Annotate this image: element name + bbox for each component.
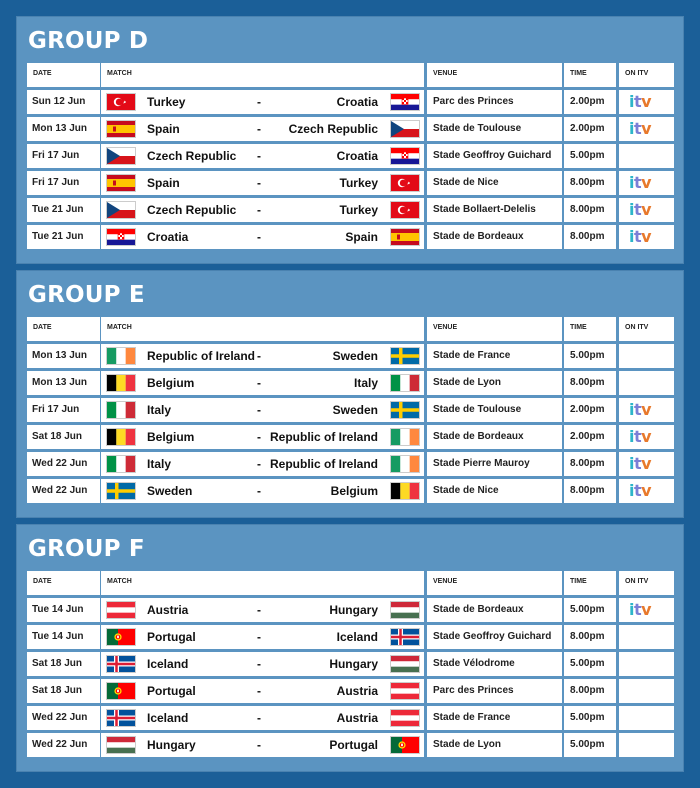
fixture-time: 8.00pm	[564, 371, 616, 395]
fixture-date: Mon 13 Jun	[27, 371, 100, 395]
fixture-match	[101, 90, 424, 114]
itv-logo-icon: itv	[629, 227, 652, 246]
fixture-date: Sat 18 Jun	[27, 652, 100, 676]
fixture-time: 8.00pm	[564, 452, 616, 476]
croatia-flag-icon	[106, 228, 136, 246]
on-itv-cell	[619, 425, 674, 449]
on-itv-cell	[619, 144, 674, 168]
versus-dash: -	[257, 484, 261, 498]
fixture-venue: Stade de Bordeaux	[427, 598, 562, 622]
ireland-flag-icon	[390, 455, 420, 473]
fixture-date: Tue 21 Jun	[27, 225, 100, 249]
ireland-flag-icon	[390, 428, 420, 446]
home-team: Belgium	[147, 430, 195, 444]
home-team: Belgium	[147, 376, 195, 390]
group-panel	[16, 524, 684, 772]
fixture-time: 2.00pm	[564, 425, 616, 449]
fixture-time: 8.00pm	[564, 171, 616, 195]
header-date: DATE	[27, 571, 100, 595]
fixture-date: Sun 12 Jun	[27, 90, 100, 114]
fixture-date: Fri 17 Jun	[27, 171, 100, 195]
austria-flag-icon	[390, 709, 420, 727]
itv-logo-icon: itv	[629, 427, 652, 446]
fixture-venue: Stade de Bordeaux	[427, 425, 562, 449]
versus-dash: -	[257, 376, 261, 390]
croatia-flag-icon	[390, 93, 420, 111]
fixture-venue: Stade de Toulouse	[427, 117, 562, 141]
itv-logo-icon: itv	[629, 92, 652, 111]
fixture-time: 5.00pm	[564, 144, 616, 168]
header-venue: VENUE	[427, 571, 562, 595]
fixture-date: Mon 13 Jun	[27, 344, 100, 368]
on-itv-cell	[619, 371, 674, 395]
fixture-time: 5.00pm	[564, 706, 616, 730]
fixture-time: 8.00pm	[564, 225, 616, 249]
hungary-flag-icon	[106, 736, 136, 754]
header-venue: VENUE	[427, 63, 562, 87]
iceland-flag-icon	[106, 709, 136, 727]
fixture-date: Wed 22 Jun	[27, 452, 100, 476]
versus-dash: -	[257, 457, 261, 471]
header-match: MATCH	[101, 63, 424, 87]
fixture-venue: Stade Bollaert-Delelis	[427, 198, 562, 222]
fixture-match	[101, 117, 424, 141]
away-team: Belgium	[330, 484, 378, 498]
header-date: DATE	[27, 317, 100, 341]
itv-logo-icon: itv	[629, 600, 652, 619]
croatia-flag-icon	[390, 147, 420, 165]
fixture-venue: Stade de Lyon	[427, 371, 562, 395]
group-panel	[16, 270, 684, 518]
header-on-itv: ON ITV	[619, 571, 674, 595]
fixture-match	[101, 198, 424, 222]
away-team: Croatia	[336, 149, 378, 163]
versus-dash: -	[257, 403, 261, 417]
czech-flag-icon	[390, 120, 420, 138]
fixture-date: Wed 22 Jun	[27, 733, 100, 757]
away-team: Republic of Ireland	[269, 457, 378, 471]
fixture-venue: Stade de Nice	[427, 479, 562, 503]
home-team: Hungary	[147, 738, 196, 752]
away-team: Austria	[336, 711, 378, 725]
on-itv-cell	[619, 706, 674, 730]
header-match: MATCH	[101, 317, 424, 341]
versus-dash: -	[257, 203, 261, 217]
home-team: Italy	[147, 403, 172, 417]
fixture-venue: Stade Vélodrome	[427, 652, 562, 676]
away-team: Czech Republic	[288, 122, 378, 136]
away-team: Hungary	[329, 657, 378, 671]
iceland-flag-icon	[390, 628, 420, 646]
home-team: Spain	[147, 122, 180, 136]
fixture-match	[101, 452, 424, 476]
fixture-date: Fri 17 Jun	[27, 398, 100, 422]
versus-dash: -	[257, 738, 261, 752]
fixture-venue: Parc des Princes	[427, 90, 562, 114]
fixture-date: Tue 14 Jun	[27, 598, 100, 622]
fixture-venue: Stade de France	[427, 344, 562, 368]
fixture-match	[101, 371, 424, 395]
portugal-flag-icon	[390, 736, 420, 754]
sweden-flag-icon	[390, 347, 420, 365]
home-team: Iceland	[147, 657, 189, 671]
header-venue: VENUE	[427, 317, 562, 341]
away-team: Republic of Ireland	[269, 430, 378, 444]
versus-dash: -	[257, 630, 261, 644]
fixture-date: Tue 14 Jun	[27, 625, 100, 649]
versus-dash: -	[257, 603, 261, 617]
fixture-match	[101, 625, 424, 649]
away-team: Sweden	[332, 349, 378, 363]
austria-flag-icon	[390, 682, 420, 700]
fixture-match	[101, 171, 424, 195]
away-team: Sweden	[332, 403, 378, 417]
austria-flag-icon	[106, 601, 136, 619]
itv-logo-icon: itv	[629, 173, 652, 192]
home-team: Portugal	[147, 630, 196, 644]
fixture-match	[101, 733, 424, 757]
fixture-match	[101, 398, 424, 422]
home-team: Czech Republic	[147, 203, 237, 217]
on-itv-cell	[619, 90, 674, 114]
header-time: TIME	[564, 571, 616, 595]
on-itv-cell	[619, 625, 674, 649]
versus-dash: -	[257, 349, 261, 363]
hungary-flag-icon	[390, 601, 420, 619]
versus-dash: -	[257, 230, 261, 244]
fixture-match	[101, 652, 424, 676]
on-itv-cell	[619, 733, 674, 757]
away-team: Spain	[345, 230, 378, 244]
home-team: Croatia	[147, 230, 189, 244]
header-time: TIME	[564, 317, 616, 341]
on-itv-cell	[619, 652, 674, 676]
on-itv-cell	[619, 225, 674, 249]
away-team: Hungary	[329, 603, 378, 617]
fixture-date: Sat 18 Jun	[27, 679, 100, 703]
versus-dash: -	[257, 149, 261, 163]
home-team: Sweden	[147, 484, 193, 498]
versus-dash: -	[257, 176, 261, 190]
spain-flag-icon	[106, 120, 136, 138]
versus-dash: -	[257, 684, 261, 698]
fixture-venue: Parc des Princes	[427, 679, 562, 703]
fixture-date: Mon 13 Jun	[27, 117, 100, 141]
away-team: Turkey	[339, 176, 378, 190]
home-team: Turkey	[147, 95, 186, 109]
away-team: Italy	[353, 376, 378, 390]
on-itv-cell	[619, 679, 674, 703]
header-match: MATCH	[101, 571, 424, 595]
fixture-venue: Stade de Nice	[427, 171, 562, 195]
itv-logo-icon: itv	[629, 454, 652, 473]
on-itv-cell	[619, 479, 674, 503]
fixture-date: Fri 17 Jun	[27, 144, 100, 168]
home-team: Italy	[147, 457, 172, 471]
on-itv-cell	[619, 398, 674, 422]
fixture-time: 8.00pm	[564, 198, 616, 222]
header-on-itv: ON ITV	[619, 63, 674, 87]
itv-logo-icon: itv	[629, 400, 652, 419]
hungary-flag-icon	[390, 655, 420, 673]
fixture-date: Wed 22 Jun	[27, 479, 100, 503]
home-team: Iceland	[147, 711, 189, 725]
sweden-flag-icon	[106, 482, 136, 500]
fixture-match	[101, 225, 424, 249]
itv-logo-icon: itv	[629, 200, 652, 219]
iceland-flag-icon	[106, 655, 136, 673]
spain-flag-icon	[390, 228, 420, 246]
fixture-time: 8.00pm	[564, 479, 616, 503]
fixture-venue: Stade de Bordeaux	[427, 225, 562, 249]
fixture-time: 2.00pm	[564, 117, 616, 141]
away-team: Croatia	[336, 95, 378, 109]
fixture-venue: Stade Pierre Mauroy	[427, 452, 562, 476]
fixture-time: 8.00pm	[564, 679, 616, 703]
fixture-venue: Stade de France	[427, 706, 562, 730]
fixture-match	[101, 706, 424, 730]
away-team: Turkey	[339, 203, 378, 217]
fixture-time: 5.00pm	[564, 733, 616, 757]
fixture-match	[101, 344, 424, 368]
fixture-date: Wed 22 Jun	[27, 706, 100, 730]
fixture-time: 8.00pm	[564, 625, 616, 649]
turkey-flag-icon	[106, 93, 136, 111]
fixture-venue: Stade de Lyon	[427, 733, 562, 757]
header-time: TIME	[564, 63, 616, 87]
away-team: Iceland	[336, 630, 378, 644]
fixture-match	[101, 679, 424, 703]
home-team: Spain	[147, 176, 180, 190]
away-team: Austria	[336, 684, 378, 698]
belgium-flag-icon	[106, 374, 136, 392]
on-itv-cell	[619, 117, 674, 141]
turkey-flag-icon	[390, 174, 420, 192]
fixture-time: 2.00pm	[564, 398, 616, 422]
home-team: Republic of Ireland	[147, 349, 256, 363]
portugal-flag-icon	[106, 682, 136, 700]
italy-flag-icon	[106, 401, 136, 419]
header-on-itv: ON ITV	[619, 317, 674, 341]
fixture-date: Tue 21 Jun	[27, 198, 100, 222]
fixture-time: 2.00pm	[564, 90, 616, 114]
fixture-time: 5.00pm	[564, 652, 616, 676]
on-itv-cell	[619, 171, 674, 195]
home-team: Czech Republic	[147, 149, 237, 163]
fixture-time: 5.00pm	[564, 598, 616, 622]
fixture-date: Sat 18 Jun	[27, 425, 100, 449]
italy-flag-icon	[106, 455, 136, 473]
away-team: Portugal	[329, 738, 378, 752]
fixture-match	[101, 479, 424, 503]
on-itv-cell	[619, 344, 674, 368]
versus-dash: -	[257, 657, 261, 671]
itv-logo-icon: itv	[629, 481, 652, 500]
spain-flag-icon	[106, 174, 136, 192]
turkey-flag-icon	[390, 201, 420, 219]
belgium-flag-icon	[106, 428, 136, 446]
versus-dash: -	[257, 95, 261, 109]
on-itv-cell	[619, 598, 674, 622]
sweden-flag-icon	[390, 401, 420, 419]
fixture-match	[101, 598, 424, 622]
portugal-flag-icon	[106, 628, 136, 646]
header-date: DATE	[27, 63, 100, 87]
czech-flag-icon	[106, 147, 136, 165]
fixture-match	[101, 144, 424, 168]
home-team: Austria	[147, 603, 189, 617]
czech-flag-icon	[106, 201, 136, 219]
itv-logo-icon: itv	[629, 119, 652, 138]
fixture-time: 5.00pm	[564, 344, 616, 368]
group-title: GROUP F	[28, 536, 145, 562]
group-title: GROUP E	[28, 282, 145, 308]
group-panel	[16, 16, 684, 264]
group-title: GROUP D	[28, 28, 149, 54]
versus-dash: -	[257, 430, 261, 444]
belgium-flag-icon	[390, 482, 420, 500]
home-team: Portugal	[147, 684, 196, 698]
fixture-venue: Stade de Toulouse	[427, 398, 562, 422]
italy-flag-icon	[390, 374, 420, 392]
ireland-flag-icon	[106, 347, 136, 365]
on-itv-cell	[619, 452, 674, 476]
fixture-venue: Stade Geoffroy Guichard	[427, 625, 562, 649]
on-itv-cell	[619, 198, 674, 222]
versus-dash: -	[257, 711, 261, 725]
fixture-venue: Stade Geoffroy Guichard	[427, 144, 562, 168]
fixture-match	[101, 425, 424, 449]
versus-dash: -	[257, 122, 261, 136]
